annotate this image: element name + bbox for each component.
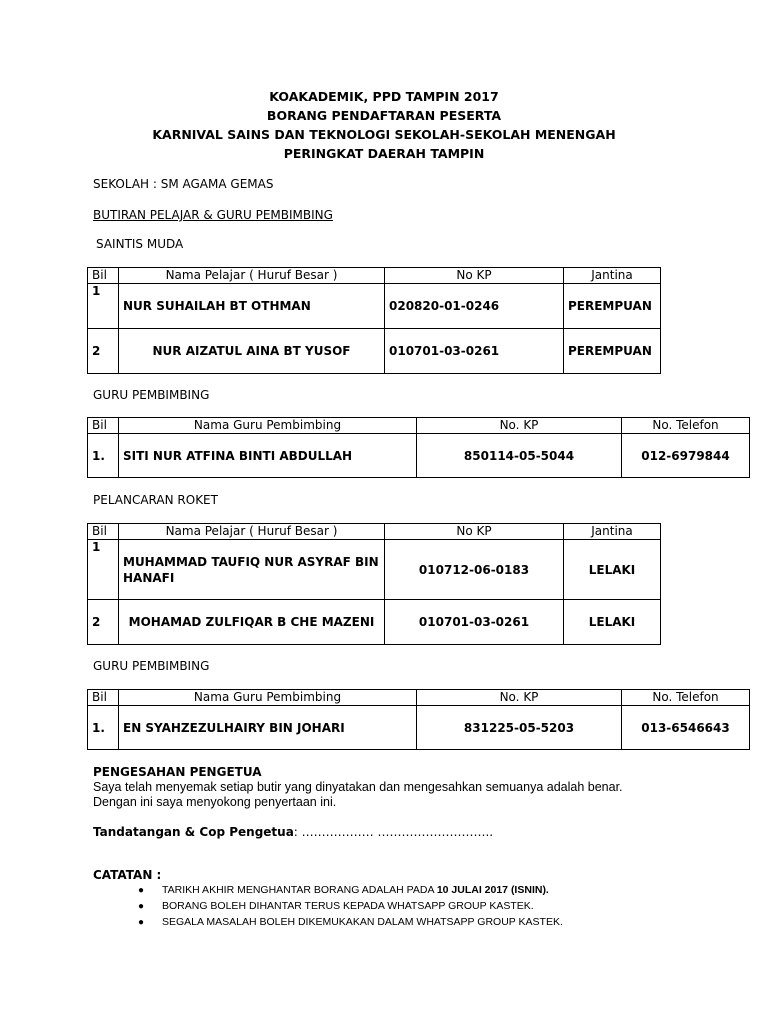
table-header-row — [88, 418, 750, 434]
cell-jantina: PEREMPUAN — [564, 284, 661, 329]
catatan-list — [138, 882, 563, 930]
table-header-row — [88, 268, 661, 284]
tandatangan-label: Tandatangan & Cop Pengetua — [93, 825, 294, 839]
tandatangan-line — [93, 825, 493, 839]
list-item — [138, 898, 563, 914]
table-row — [88, 540, 661, 600]
col-bil: Bil — [88, 268, 119, 284]
cell-kp: 831225-05-5203 — [417, 706, 622, 750]
cell-jantina: PEREMPUAN — [564, 329, 661, 374]
cell-kp: 850114-05-5044 — [417, 434, 622, 478]
header-line-3: KARNIVAL SAINS DAN TEKNOLOGI SEKOLAH-SEKOLAH MENENGAH — [152, 127, 616, 142]
cell-telefon: 012-6979844 — [622, 434, 750, 478]
col-telefon: No. Telefon — [622, 690, 750, 706]
table-row — [88, 706, 750, 750]
cell-bil: 2 — [88, 600, 119, 645]
cell-nama: NUR AIZATUL AINA BT YUSOF — [119, 329, 385, 374]
col-nama: Nama Guru Pembimbing — [119, 690, 417, 706]
col-nama: Nama Pelajar ( Huruf Besar ) — [119, 524, 385, 540]
table-row — [88, 600, 661, 645]
table-row — [88, 284, 661, 329]
pengesahan-title: PENGESAHAN PENGETUA — [93, 765, 262, 779]
form-header — [0, 87, 768, 163]
cell-kp: 010701-03-0261 — [385, 600, 564, 645]
catatan-item-bold: 10 JULAI 2017 (ISNIN). — [436, 884, 549, 896]
pengesahan-line-2: Dengan ini saya menyokong penyertaan ini. — [93, 795, 337, 809]
guru-pembimbing-title-2: GURU PEMBIMBING — [93, 659, 210, 673]
col-bil: Bil — [88, 418, 119, 434]
catatan-item-text: SEGALA MASALAH BOLEH DIKEMUKAKAN DALAM WHATSAPP GROUP KASTEK. — [162, 916, 563, 928]
guru-pembimbing-table-1 — [87, 417, 750, 478]
saintis-muda-title: SAINTIS MUDA — [96, 237, 184, 251]
cell-nama: SITI NUR ATFINA BINTI ABDULLAH — [119, 434, 417, 478]
cell-kp: 010701-03-0261 — [385, 329, 564, 374]
col-nama: Nama Pelajar ( Huruf Besar ) — [119, 268, 385, 284]
cell-bil: 1. — [88, 434, 119, 478]
col-kp: No. KP — [417, 690, 622, 706]
bullet-icon: ● — [138, 901, 145, 912]
bullet-icon: ● — [138, 917, 145, 928]
cell-nama: MUHAMMAD TAUFIQ NUR ASYRAF BIN HANAFI — [119, 540, 385, 600]
catatan-title: CATATAN : — [93, 868, 162, 882]
table-row — [88, 434, 750, 478]
col-jantina: Jantina — [564, 524, 661, 540]
pelancaran-roket-table — [87, 523, 661, 645]
cell-jantina: LELAKI — [564, 540, 661, 600]
col-jantina: Jantina — [564, 268, 661, 284]
cell-bil: 1 — [88, 284, 119, 329]
signature-field: : ……………… ……………………….. — [293, 825, 494, 839]
cell-bil: 1. — [88, 706, 119, 750]
cell-nama: MOHAMAD ZULFIQAR B CHE MAZENI — [119, 600, 385, 645]
col-nama: Nama Guru Pembimbing — [119, 418, 417, 434]
cell-kp: 020820-01-0246 — [385, 284, 564, 329]
col-kp: No KP — [385, 524, 564, 540]
cell-nama: NUR SUHAILAH BT OTHMAN — [119, 284, 385, 329]
cell-bil: 2 — [88, 329, 119, 374]
table-row — [88, 329, 661, 374]
col-kp: No KP — [385, 268, 564, 284]
pengesahan-line-1: Saya telah menyemak setiap butir yang dinyatakan dan mengesahkan semuanya adalah benar. — [93, 780, 623, 794]
col-kp: No. KP — [417, 418, 622, 434]
saintis-muda-table — [87, 267, 661, 374]
cell-kp: 010712-06-0183 — [385, 540, 564, 600]
list-item — [138, 914, 563, 930]
pelancaran-roket-title: PELANCARAN ROKET — [93, 493, 218, 507]
list-item — [138, 882, 563, 898]
pengesahan-section — [93, 765, 623, 810]
section-title: BUTIRAN PELAJAR & GURU PEMBIMBING — [93, 208, 333, 222]
guru-pembimbing-title-1: GURU PEMBIMBING — [93, 388, 210, 402]
cell-telefon: 013-6546643 — [622, 706, 750, 750]
catatan-item-text: BORANG BOLEH DIHANTAR TERUS KEPADA WHATSAPP GROUP KASTEK. — [162, 900, 534, 912]
school-name: SEKOLAH : SM AGAMA GEMAS — [93, 177, 274, 191]
header-line-1: KOAKADEMIK, PPD TAMPIN 2017 — [269, 89, 499, 104]
bullet-icon: ● — [138, 885, 145, 896]
table-header-row — [88, 690, 750, 706]
cell-nama: EN SYAHZEZULHAIRY BIN JOHARI — [119, 706, 417, 750]
col-telefon: No. Telefon — [622, 418, 750, 434]
cell-jantina: LELAKI — [564, 600, 661, 645]
cell-bil: 1 — [88, 540, 119, 600]
col-bil: Bil — [88, 690, 119, 706]
header-line-2: BORANG PENDAFTARAN PESERTA — [266, 108, 502, 123]
catatan-item-text: TARIKH AKHIR MENGHANTAR BORANG ADALAH PADA — [162, 884, 437, 896]
header-line-4: PERINGKAT DAERAH TAMPIN — [283, 146, 485, 161]
guru-pembimbing-table-2 — [87, 689, 750, 750]
col-bil: Bil — [88, 524, 119, 540]
table-header-row — [88, 524, 661, 540]
